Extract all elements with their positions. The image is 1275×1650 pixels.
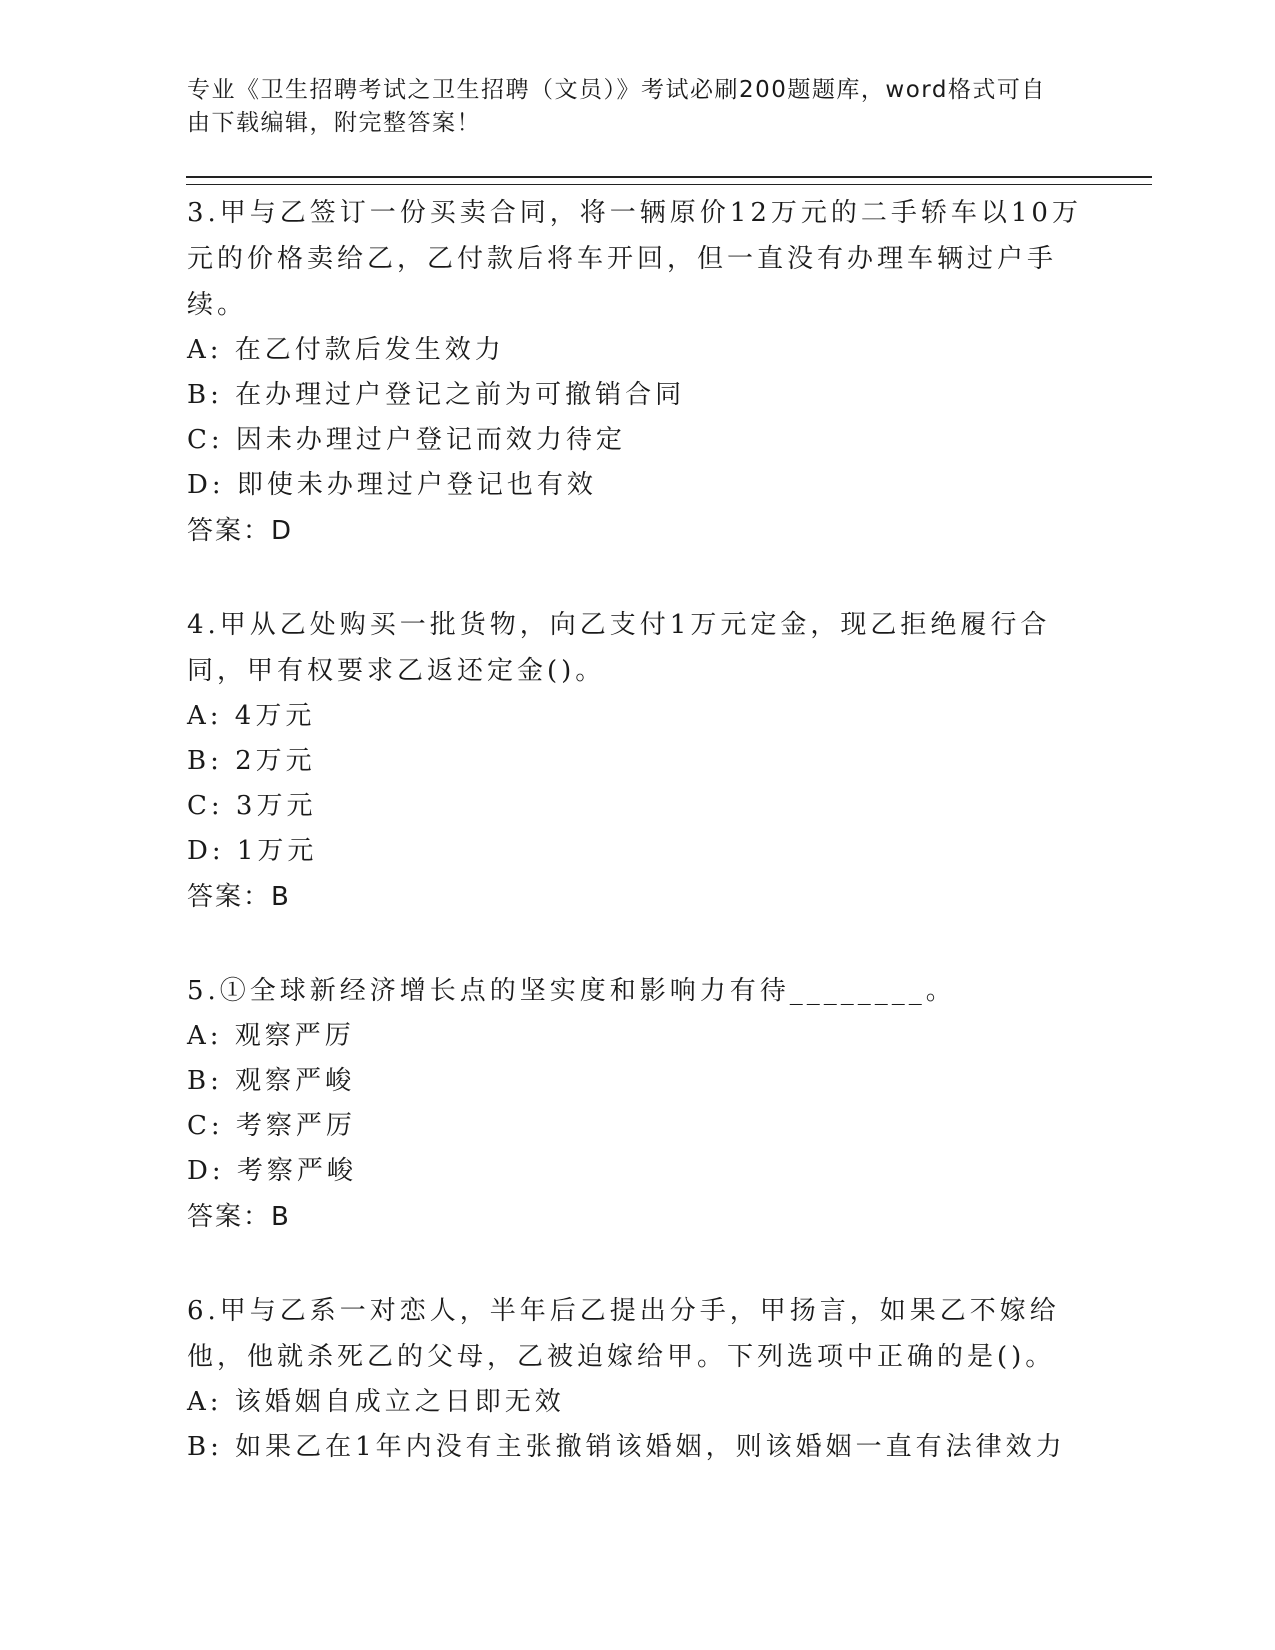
question-6 (187, 1288, 1087, 1470)
question-3 (187, 190, 1087, 554)
option-b: B: 在办理过户登记之前为可撤销合同 (187, 380, 686, 410)
answer-line: 答案：B (187, 882, 291, 912)
option-a: A: 观察严厉 (187, 1021, 355, 1051)
option-d: D: 考察严峻 (187, 1156, 357, 1186)
option-d: D: 1万元 (187, 836, 318, 866)
option-c: C: 3万元 (187, 791, 317, 821)
question-stem: 4.甲从乙处购买一批货物，向乙支付1万元定金，现乙拒绝履行合同，甲有权要求乙返还定金()。 (187, 610, 1051, 686)
option-b: B: 2万元 (187, 746, 316, 776)
header-divider (186, 176, 1152, 185)
question-4 (187, 602, 1087, 920)
question-5 (187, 968, 1087, 1240)
option-c: C: 因未办理过户登记而效力待定 (187, 425, 626, 455)
answer-line: 答案：D (187, 516, 294, 546)
answer-line: 答案：B (187, 1202, 291, 1232)
question-list (187, 190, 1087, 1518)
option-a: A: 4万元 (187, 701, 316, 731)
question-stem: 3.甲与乙签订一份买卖合同，将一辆原价12万元的二手轿车以10万元的价格卖给乙，乙付款后将车开回，但一直没有办理车辆过户手续。 (187, 198, 1082, 320)
question-stem: 6.甲与乙系一对恋人，半年后乙提出分手，甲扬言，如果乙不嫁给他，他就杀死乙的父母，乙被迫嫁给甲。下列选项中正确的是()。 (187, 1296, 1060, 1372)
question-stem: 5.①全球新经济增长点的坚实度和影响力有待________。 (187, 976, 956, 1006)
page-header (187, 74, 1067, 140)
option-b: B: 观察严峻 (187, 1066, 356, 1096)
option-c: C: 考察严厉 (187, 1111, 356, 1141)
option-a: A: 在乙付款后发生效力 (187, 335, 505, 365)
option-b: B: 如果乙在1年内没有主张撤销该婚姻，则该婚姻一直有法律效力 (187, 1432, 1066, 1462)
option-a: A: 该婚姻自成立之日即无效 (187, 1387, 565, 1417)
document-title: 专业《卫生招聘考试之卫生招聘（文员）》考试必刷200题题库，word格式可自由下载编辑，附完整答案！ (187, 77, 1046, 136)
option-d: D: 即使未办理过户登记也有效 (187, 470, 597, 500)
